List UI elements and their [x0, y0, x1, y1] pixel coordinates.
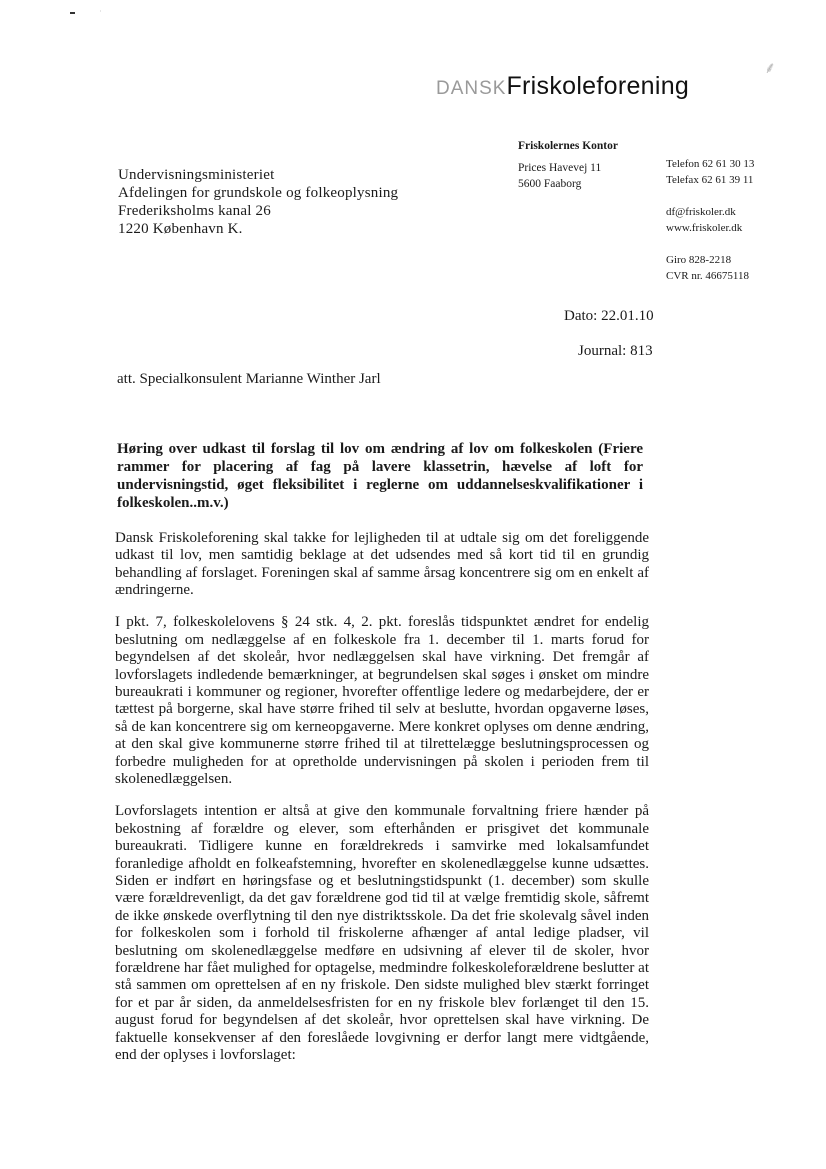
contact-block	[666, 156, 754, 284]
phone: Telefon 62 61 30 13	[666, 158, 755, 170]
office-street: Prices Havevej 11	[518, 162, 602, 174]
recipient-line: Afdelingen for grundskole og folkeoplysning	[118, 185, 399, 201]
logo-main: Friskoleforening	[506, 72, 690, 100]
office-city: 5600 Faaborg	[518, 178, 582, 190]
recipient-line: Undervisningsministeriet	[118, 167, 275, 183]
office-name: Friskolernes Kontor	[518, 140, 618, 152]
body-paragraph: Lovforslagets intention er altså at give den kommunale forvaltning friere hænder på bekostning af forældre og elever, som efterhånden er prisgivet det kommunale bureaukrati. Tidligere kunne en forældrekreds i samvirke med lokalsamfundet foranledige afholdt en folkeafstemning, hvorefter en skolenedlæggelse kunne udsættes. Siden er indført en høringsfase og et beslutningstidspunkt (1. december) som skulle være forældrevenligt, da det gav forældrene god tid til at vælge fremtidig skole, såfremt de ikke ønskede overflytning til den nye distriktsskole. Da det frie skolevalg såvel inden for folkeskolen som i forhold til friskolerne afhænger af antal ledige pladser, vil beslutning om skolenedlæggelse medføre en udsivning af elever til de skoler, hvor forældrene har fået mulighed for optagelse, medmindre folkeskoleforældrene beslutter at stå sammen om oprettelsen af en ny friskole. Den sidste mulighed blev stærkt forringet for et par år siden, da anmeldelsesfristen for en ny friskole blev forlænget til den 15. august forud for begyndelsen af det skoleår, hvor oprettelsen skal have virkning. De faktuelle konsekvenser af den foreslåede lovgivning er derfor langt mere vidtgående, end der oplyses i lovforslaget:	[115, 803, 649, 1063]
letter-body	[115, 530, 649, 1079]
website: www.friskoler.dk	[666, 222, 743, 234]
attention-line: att. Specialkonsulent Marianne Winther Jarl	[117, 371, 381, 387]
letter-date: Dato: 22.01.10	[564, 308, 654, 324]
organization-logo	[436, 74, 689, 99]
recipient-line: Frederiksholms kanal 26	[118, 203, 271, 219]
scan-mark	[70, 12, 75, 14]
body-paragraph: I pkt. 7, folkeskolelovens § 24 stk. 4, 2. pkt. foreslås tidspunktet ændret for endelig beslutning om nedlæggelse af en folkeskole fra 1. december til 1. marts forud for begyndelsen af det skoleår, hvor nedlæggelsen skal have virkning. Det fremgår af lovforslagets indledende bemærkninger, at begrundelsen skal søges i ønsket om mindre bureaukrati i kommuner og regioner, hvorefter offentlige ledere og medarbejdere, der er tættest på borgerne, skal have større frihed til selv at beslutte, hvordan opgaverne løses, så de kan koncentrere sig om kerneopgaverne. Mere konkret oplyses om denne ændring, at den skal give kommunerne større frihed til at tilrettelægge beslutningsprocessen og forbedre muligheden for at opretholde undervisningen på skolen i perioden frem til skolenedlæggelsen.	[115, 614, 649, 788]
giro: Giro 828-2218	[666, 254, 732, 266]
recipient-line: 1220 København K.	[118, 221, 243, 237]
logo-prefix: DANSK	[436, 78, 507, 99]
scan-mark-faint: ˙	[98, 10, 103, 21]
cvr: CVR nr. 46675118	[666, 270, 750, 282]
fax: Telefax 62 61 39 11	[666, 174, 754, 186]
office-address	[518, 138, 618, 192]
email: df@friskoler.dk	[666, 206, 736, 218]
body-paragraph: Dansk Friskoleforening skal takke for lejligheden til at udtale sig om det foreliggende udkast til lov, men samtidig beklage at det udsendes med så kort tid til en grundig behandling af forslaget. Foreningen skal af samme årsag koncentrere sig om en enkelt af ændringerne.	[115, 530, 649, 599]
journal-number: Journal: 813	[578, 343, 653, 359]
subject-heading: Høring over udkast til forslag til lov om ændring af lov om folkeskolen (Friere rammer for placering af fag på lavere klassetrin, hævelse af loft for undervisningstid, øget fleksibilitet i reglerne om uddannelseskvalifikationer i folkeskolen..m.v.)	[117, 441, 643, 511]
recipient-address	[118, 166, 398, 238]
logo-leaf-icon: ⸙	[764, 58, 777, 77]
